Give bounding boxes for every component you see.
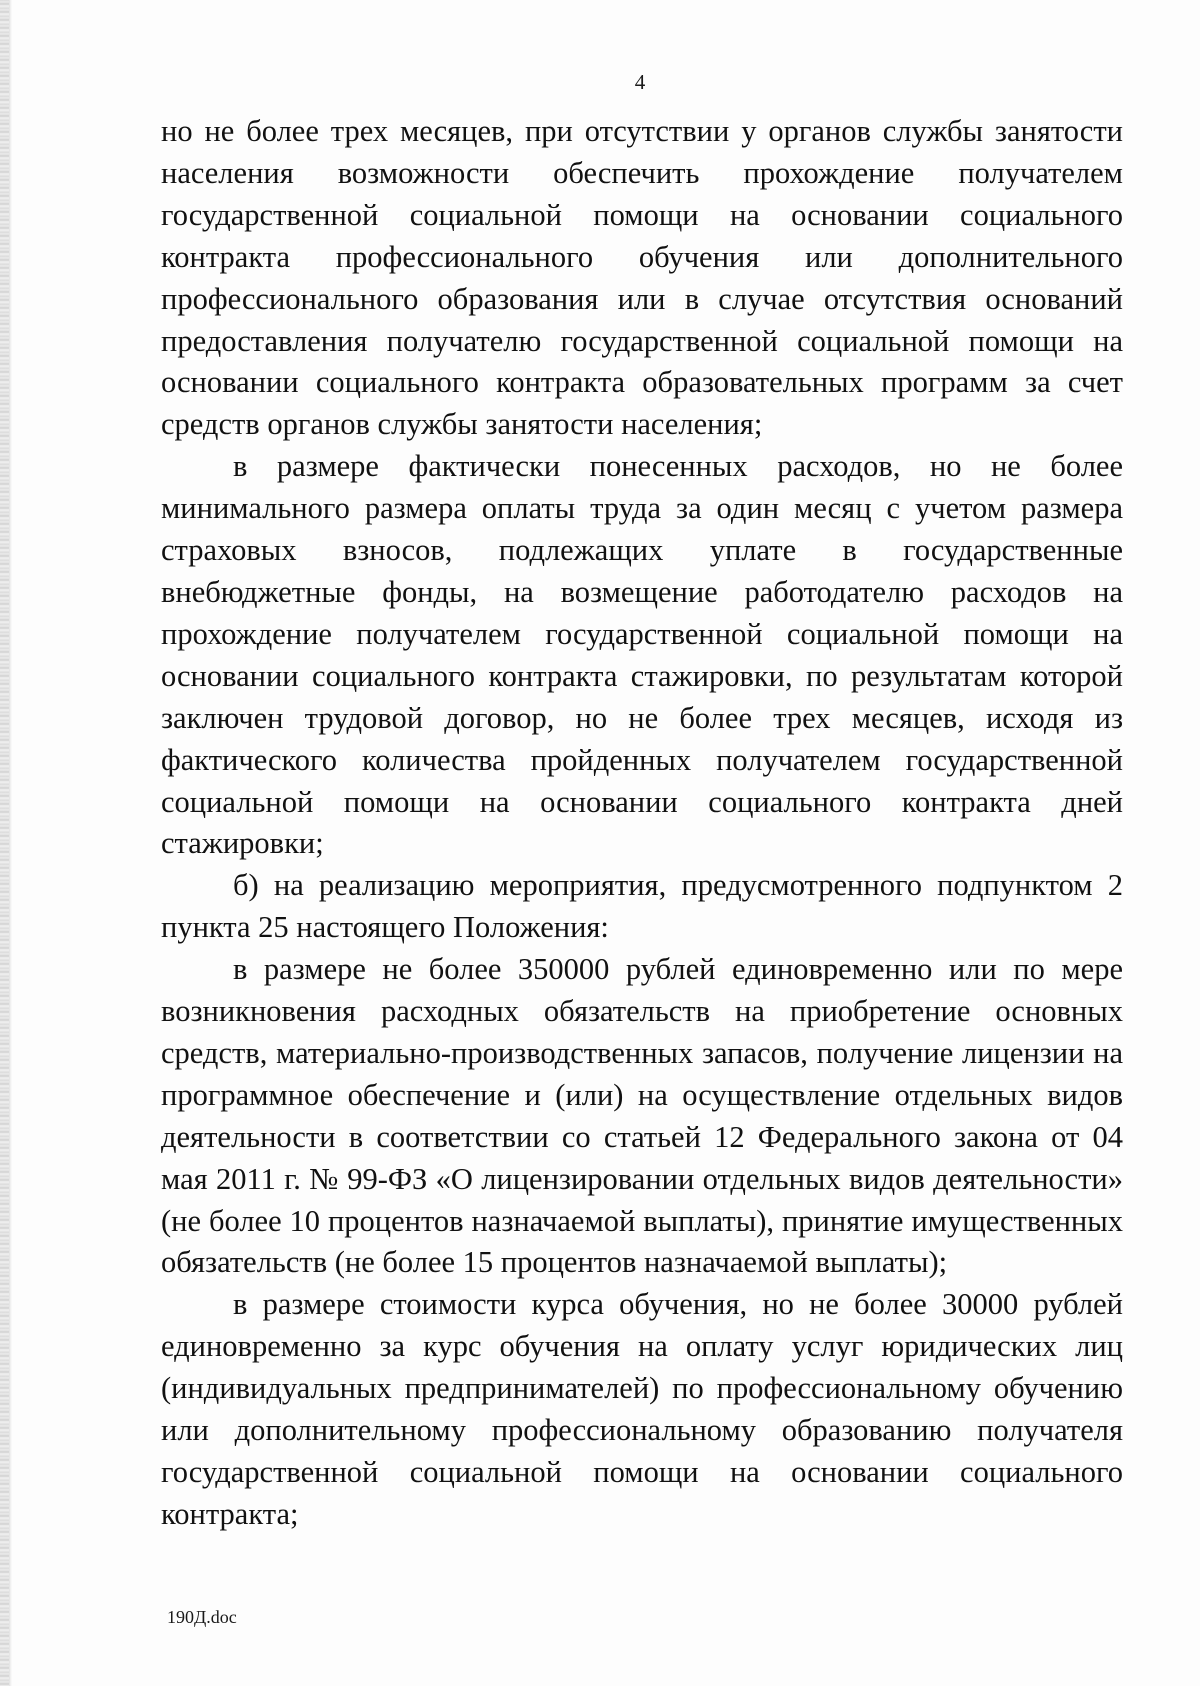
paragraph-4: в размере не более 350000 рублей единовременно или по мере возникновения расходных обязательств на приобретение основных средств, материально-производственных запасов, получение лицензии на программное обеспечение и (или) на осуществление отдельных видов деятельности в соответствии со статьей 12 Федерального закона от 04 мая 2011 г. № 99-ФЗ «О лицензировании отдельных видов деятельности» (не более 10 процентов назначаемой выплаты), принятие имущественных обязательств (не более 15 процентов назначаемой выплаты); xyxy=(161,952,1123,1280)
scan-edge xyxy=(0,0,9,1686)
paragraph-1: но не более трех месяцев, при отсутствии у органов службы занятости населения возможности обеспечить прохождение получателем государственной социальной помощи на основании социального контракта профессионального обучения или дополнительного профессионального образования или в случае отсутствия оснований предоставления получателю государственной социальной помощи на основании социального контракта образовательных программ за счет средств органов службы занятости населения; xyxy=(161,114,1123,442)
scan-edge-shadow xyxy=(9,0,12,1686)
paragraph-2: в размере фактически понесенных расходов, но не более минимального размера оплаты труда за один месяц с учетом размера страховых взносов, подлежащих уплате в государственные внебюджетные фонды, на возмещение работодателю расходов на прохождение получателем государственной социальной помощи на основании социального контракта стажировки, по результатам которой заключен трудовой договор, но не более трех месяцев, исходя из фактического количества пройденных получателем государственной социальной помощи на основании социального контракта дней стажировки; xyxy=(161,449,1123,861)
document-body xyxy=(161,111,1123,1536)
page-number: 4 xyxy=(634,70,646,94)
paragraph-5: в размере стоимости курса обучения, но не более 30000 рублей единовременно за курс обучения на оплату услуг юридических лиц (индивидуальных предпринимателей) по профессиональному обучению или дополнительному профессиональному образованию получателя государственной социальной помощи на основании социального контракта; xyxy=(161,1287,1123,1531)
paragraph-3: б) на реализацию мероприятия, предусмотренного подпунктом 2 пункта 25 настоящего Положения: xyxy=(161,868,1123,945)
file-name-footer: 190Д.doc xyxy=(167,1607,237,1627)
